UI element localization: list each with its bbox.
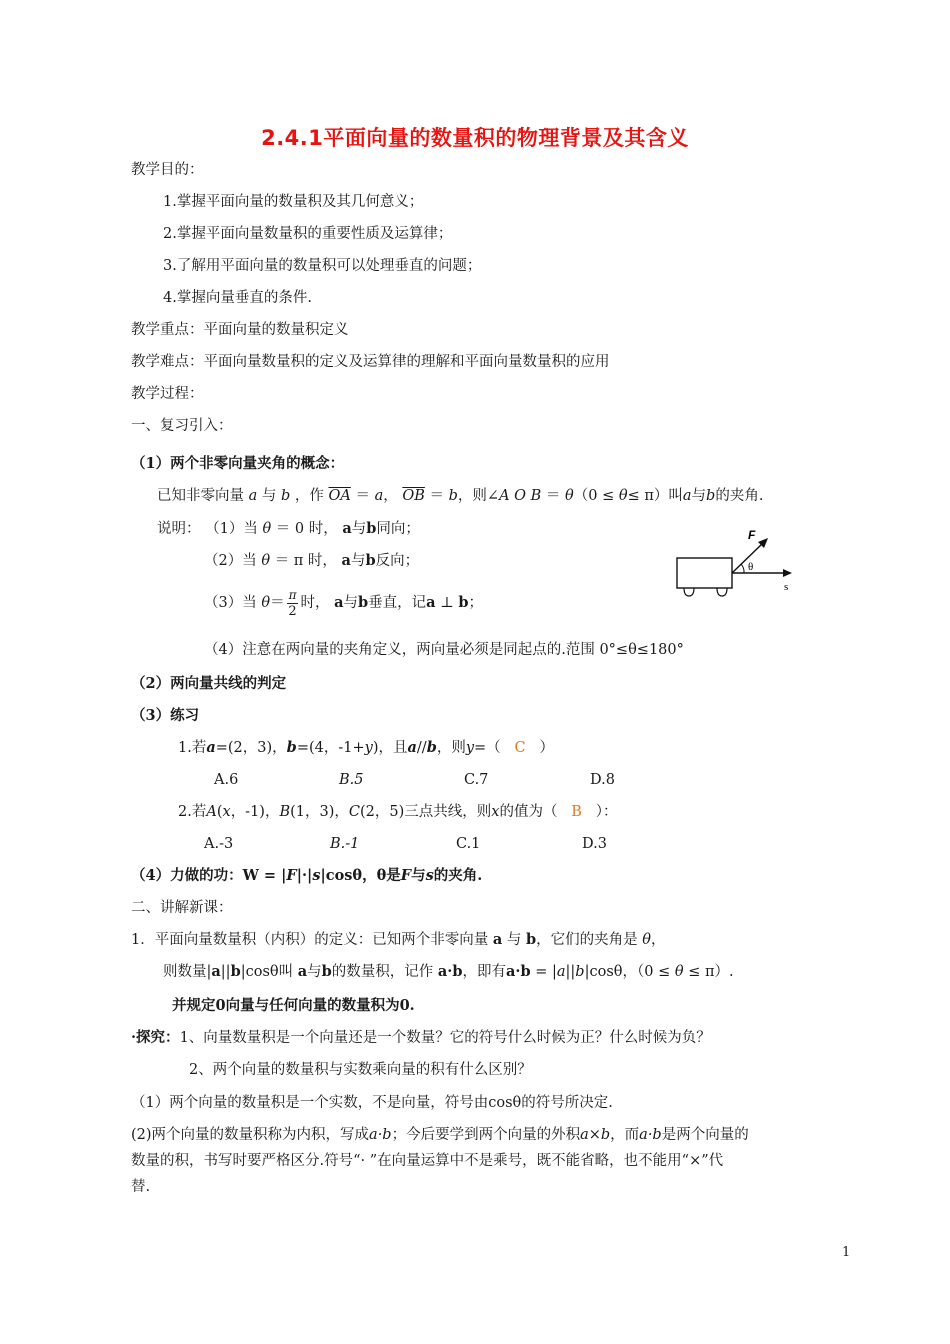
explore-answer-2-end: 替.: [131, 1179, 151, 1195]
text: ≤ π）.: [688, 964, 734, 980]
choice: C.7: [464, 772, 489, 788]
vector-b: b: [286, 739, 297, 756]
text: (: [216, 804, 223, 820]
note-label: 说明：: [157, 521, 201, 537]
a-dot-b: a·b: [506, 963, 531, 980]
objective-item: 1.掌握平面向量的数量积及其几何意义；: [163, 194, 424, 210]
text: =(2，3)，: [215, 740, 287, 756]
vector-a: a: [407, 739, 417, 756]
vector-b: b: [280, 488, 291, 504]
denominator: 2: [288, 603, 297, 619]
objectives-heading: 教学目的：: [131, 162, 204, 178]
section-heading: 一、复习引入：: [131, 418, 233, 434]
text: ；今后要学到两个向量的外积: [391, 1127, 581, 1143]
text: 已知非零向量: [157, 488, 244, 504]
text: 与: [261, 488, 277, 504]
vector-b: b: [706, 488, 716, 504]
text: ；: [468, 595, 484, 611]
subsection-heading: （1）两个非零向量夹角的概念：: [131, 455, 345, 472]
text: 与: [343, 595, 358, 611]
vector-a: a: [426, 594, 436, 611]
vector-b: b: [230, 963, 241, 980]
vector-b: b: [321, 963, 332, 980]
displacement-arrowhead: [783, 569, 792, 577]
theta: θ: [262, 521, 272, 537]
text: 的值为（: [499, 804, 558, 820]
numerator: π: [288, 587, 297, 602]
wheel-right: [717, 588, 727, 596]
text: 的夹角.: [433, 867, 483, 884]
text: ≤ π）叫: [627, 488, 683, 504]
theta: θ: [565, 488, 574, 504]
text: ，: [383, 488, 398, 504]
text: ||: [220, 964, 231, 980]
dot-product-formula: [163, 962, 734, 982]
force-diagram: [668, 530, 798, 610]
note-3: [204, 586, 483, 620]
theta: θ: [261, 553, 271, 569]
choice: A.6: [214, 772, 239, 788]
text: （4）力做的功：W = |: [131, 867, 287, 884]
text: ＝: [355, 488, 370, 504]
explore-label: ·探究：: [131, 1029, 180, 1046]
text: ，则: [436, 740, 466, 756]
a-dot-b: a·b: [369, 1127, 392, 1143]
text: 同向；: [376, 521, 420, 537]
choice: D.8: [590, 772, 615, 788]
var-x: x: [491, 804, 500, 820]
choice: B.-1: [330, 836, 360, 852]
point-a: A: [206, 804, 217, 820]
text: ＝: [429, 488, 444, 504]
subsection-heading: （3）练习: [131, 707, 200, 724]
page-number: 1: [842, 1245, 851, 1260]
text: 反向；: [375, 553, 420, 569]
angle-aob: A O B: [499, 488, 542, 504]
vector-a: a: [374, 488, 384, 504]
vector-b: b: [366, 520, 377, 537]
wheel-left: [684, 588, 694, 596]
text: 的数量积，记作: [331, 964, 434, 980]
point-b: B: [279, 804, 291, 820]
var-s: s: [425, 867, 434, 884]
text: =(4，-1+: [296, 740, 365, 756]
displacement-label: s: [784, 581, 789, 593]
vector-oa: $\overline{OA}$: [328, 488, 351, 504]
dot-product-definition: [131, 930, 665, 950]
text: =（: [474, 740, 501, 756]
angle-arc: [741, 564, 744, 573]
a-dot-b: a·b: [437, 963, 463, 980]
text: ，而: [610, 1127, 640, 1143]
text: ，即有: [462, 964, 506, 980]
process-heading: 教学过程：: [131, 386, 204, 402]
text: ＝ 0 时，: [275, 521, 338, 537]
answer: C: [514, 740, 526, 756]
text: ＝ π 时，: [274, 553, 337, 569]
perp-symbol: ⊥: [440, 595, 454, 611]
exercise-1: [178, 738, 554, 758]
explore-q2: 2、两个向量的数量积与实数乘向量的积有什么区别？: [189, 1062, 532, 1078]
var-f: F: [400, 867, 412, 884]
text: 与: [411, 867, 426, 884]
vector-a: a: [334, 594, 344, 611]
subsection-heading: （2）两向量共线的判定: [131, 675, 287, 692]
explore-answer-1: （1）两个向量的数量积是一个实数，不是向量，符号由cosθ的符号所决定.: [131, 1095, 613, 1111]
text: ，作: [294, 488, 324, 504]
choice: B.5: [339, 772, 364, 788]
vector-a: a: [342, 520, 352, 537]
text: 的夹角.: [715, 488, 764, 504]
choice: A.-3: [204, 836, 234, 852]
choice: D.3: [582, 836, 607, 852]
vector-a: a: [297, 963, 308, 980]
text: ＝: [270, 595, 285, 611]
vector-b: b: [575, 964, 585, 980]
text: ）：: [595, 804, 618, 820]
explore-q1: [131, 1028, 711, 1048]
theta: θ: [618, 488, 628, 504]
text: 2.若: [178, 804, 207, 820]
section-heading: 二、讲解新课：: [131, 900, 233, 916]
var-y: y: [364, 740, 373, 756]
text: 垂直，记: [368, 595, 427, 611]
text: （3）当: [204, 595, 257, 611]
text: 与: [350, 553, 366, 569]
text: 1.若: [178, 740, 207, 756]
box: [677, 558, 732, 588]
vector-b: b: [426, 739, 437, 756]
var-x: x: [222, 804, 231, 820]
vector-a: a: [206, 739, 216, 756]
vector-b: b: [525, 931, 537, 948]
difficulty: 教学难点：平面向量数量积的定义及运算律的理解和平面向量数量积的应用: [131, 354, 610, 370]
vector-b: b: [357, 594, 369, 611]
theta: θ: [642, 932, 651, 948]
text: 与: [351, 521, 367, 537]
vector-b: b: [448, 488, 458, 504]
objective-item: 2.掌握平面向量数量积的重要性质及运算律；: [163, 226, 453, 242]
var-f: F: [286, 867, 297, 884]
var-s: s: [312, 867, 321, 884]
vector-a: a: [492, 931, 503, 948]
vector-b: b: [458, 594, 469, 611]
text: )，且: [372, 740, 408, 756]
text: (2)两个向量的数量积称为内积，写成: [131, 1127, 370, 1143]
vector-a: a: [556, 964, 566, 980]
text: 1、向量数量积是一个向量还是一个数量？它的符号什么时候为正？什么时候为负？: [179, 1030, 711, 1046]
text: ，-1)，: [230, 804, 280, 820]
text: = |: [535, 964, 557, 980]
vector-a: a: [211, 963, 221, 980]
objective-item: 3.了解用平面向量的数量积可以处理垂直的问题；: [163, 258, 482, 274]
a-cross-b: a×b: [580, 1127, 611, 1143]
vector-a: a: [341, 552, 351, 569]
a-dot-b: a·b: [639, 1127, 662, 1143]
var-y: y: [465, 740, 475, 756]
text: 时，: [300, 595, 330, 611]
vector-b: b: [365, 552, 376, 569]
theta: θ: [674, 964, 684, 980]
text: |·|: [296, 867, 313, 884]
point-c: C: [348, 804, 361, 820]
text: (1，3)，: [290, 804, 349, 820]
vector-a: a: [248, 488, 258, 504]
zero-vector-rule: 并规定0向量与任何向量的数量积为0.: [172, 997, 415, 1014]
text: 与: [691, 488, 707, 504]
text: ＝: [545, 488, 561, 504]
text: ，它们的夹角是: [536, 932, 638, 948]
explore-answer-2: [131, 1125, 749, 1145]
theta-label: θ: [748, 561, 754, 573]
text: 与: [307, 964, 322, 980]
note-1: [157, 519, 420, 539]
text: ||: [565, 964, 576, 980]
text: ）: [539, 740, 554, 756]
text: |cosθ，（0 ≤: [584, 964, 671, 980]
text: （1）当: [205, 521, 258, 537]
answer: B: [571, 804, 582, 820]
text: |cosθ，θ是: [320, 867, 401, 884]
choice: C.1: [456, 836, 481, 852]
text: 1．平面向量数量积（内积）的定义：已知两个非零向量: [131, 932, 489, 948]
text: ，: [650, 932, 666, 948]
text: 则数量|: [163, 964, 212, 980]
vector-a: a: [682, 488, 692, 504]
note-2: [204, 551, 419, 571]
note-4: （4）注意在两向量的夹角定义，两向量必须是同起点的.范围 0°≤θ≤180°: [204, 642, 684, 658]
text: （0 ≤: [573, 488, 615, 504]
text: ，则∠: [457, 488, 500, 504]
exercise-2: [178, 802, 618, 822]
text: 与: [506, 932, 522, 948]
angle-definition: [157, 486, 763, 506]
fraction-pi-over-2: [287, 587, 299, 620]
text: 是两个向量的: [661, 1127, 749, 1143]
theta: θ: [261, 595, 271, 611]
force-label: F: [748, 530, 756, 542]
page-title: 2.4.1平面向量的数量积的物理背景及其含义: [261, 126, 689, 150]
key-point: 教学重点：平面向量的数量积定义: [131, 322, 349, 338]
text: (2，5)三点共线，则: [360, 804, 492, 820]
text: （2）当: [204, 553, 257, 569]
objective-item: 4.掌握向量垂直的条件.: [163, 290, 312, 306]
vector-ob: $\overline{OB}$: [402, 488, 425, 504]
text: |cosθ叫: [240, 964, 294, 980]
text: //: [416, 740, 427, 756]
explore-answer-2-cont: 数量的积，书写时要严格区分.符号“· ”在向量运算中不是乘号，既不能省略，也不能用“×”代: [131, 1153, 724, 1169]
work-formula: [131, 866, 482, 886]
